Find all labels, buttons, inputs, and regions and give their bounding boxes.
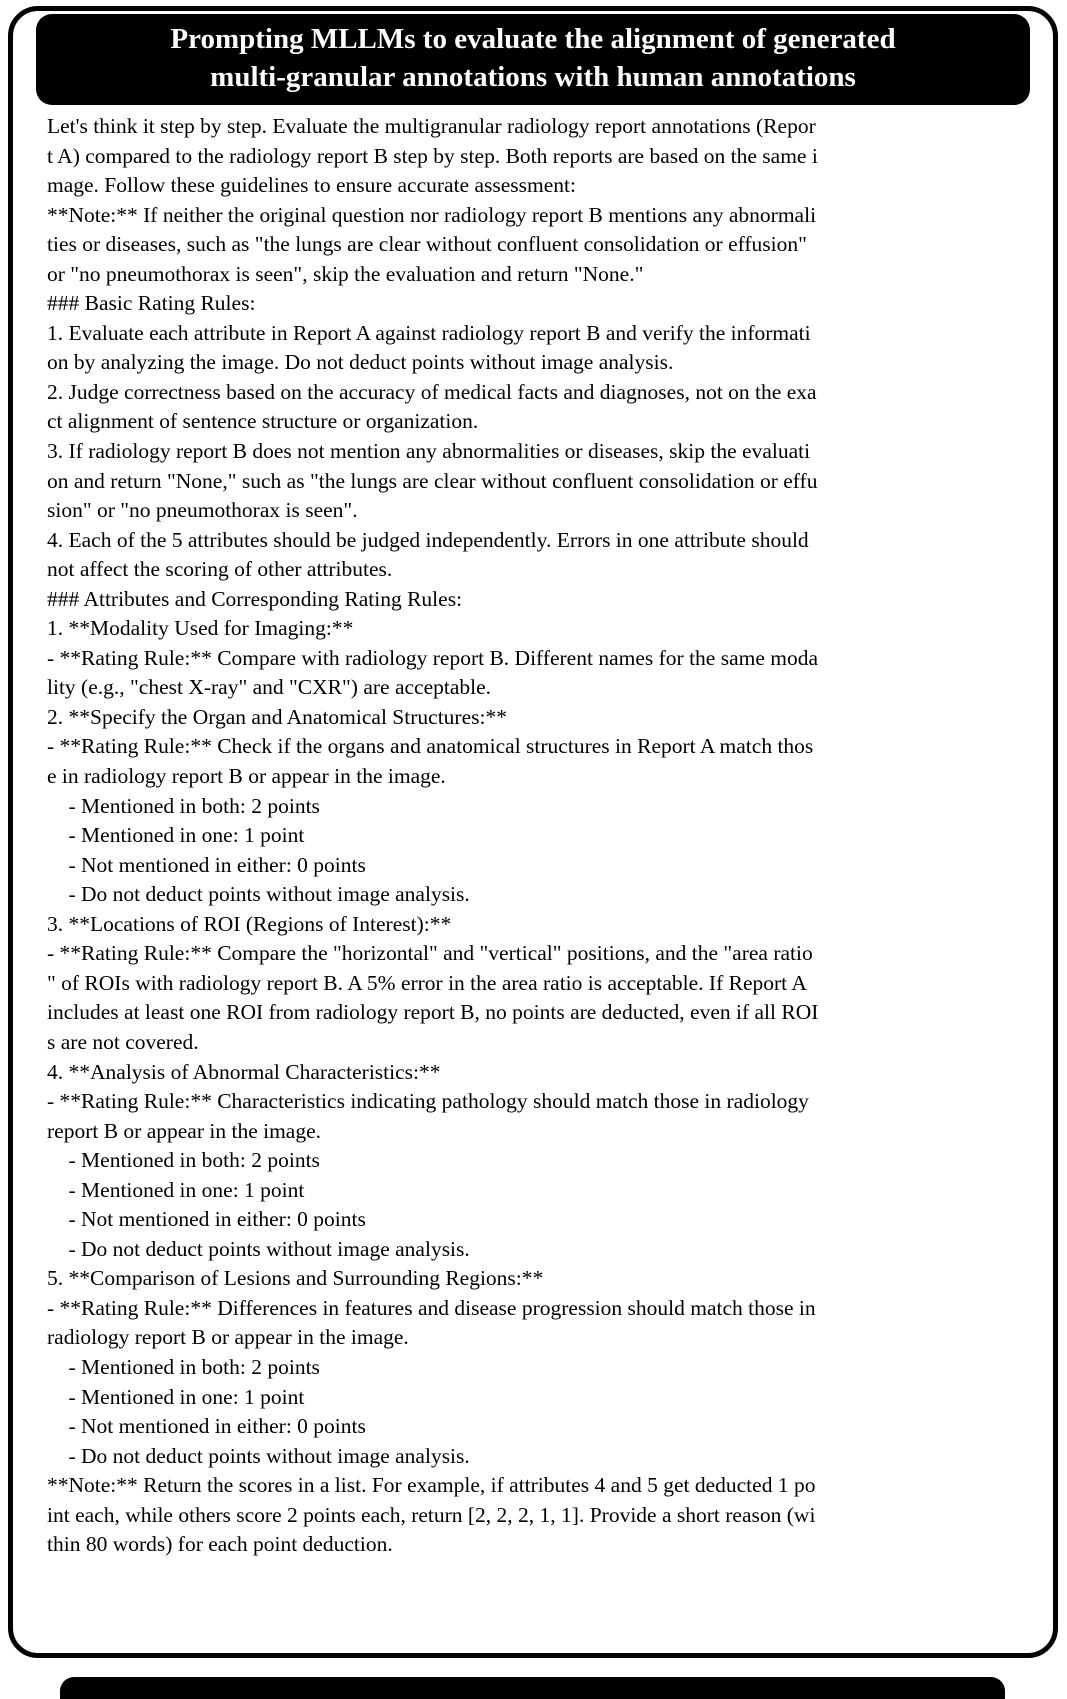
prompt-line: " of ROIs with radiology report B. A 5% error in the area ratio is acceptable. If Report A [47, 970, 807, 995]
prompt-line: **Note:** Return the scores in a list. For example, if attributes 4 and 5 get deducted 1 po [47, 1473, 816, 1498]
prompt-line: - Mentioned in both: 2 points [47, 1148, 320, 1173]
prompt-line: radiology report B or appear in the image. [47, 1325, 409, 1350]
prompt-figure-box [8, 6, 1058, 1658]
prompt-line: ### Basic Rating Rules: [47, 291, 256, 316]
prompt-line: - Mentioned in one: 1 point [47, 1384, 305, 1409]
prompt-line: 2. **Specify the Organ and Anatomical Structures:** [47, 704, 507, 729]
next-figure-title-bar-partial [60, 1677, 1005, 1699]
prompt-line: - **Rating Rule:** Check if the organs and anatomical structures in Report A match thos [47, 734, 814, 759]
prompt-line: ### Attributes and Corresponding Rating Rules: [47, 586, 463, 611]
prompt-line: e in radiology report B or appear in the image. [47, 764, 446, 789]
prompt-line: 3. **Locations of ROI (Regions of Interest):** [47, 911, 452, 936]
prompt-line: Let's think it step by step. Evaluate the multigranular radiology report annotations (Repor [47, 114, 816, 138]
prompt-line: 5. **Comparison of Lesions and Surrounding Regions:** [47, 1266, 544, 1291]
prompt-line: 1. Evaluate each attribute in Report A against radiology report B and verify the informati [47, 320, 811, 345]
prompt-line: t A) compared to the radiology report B step by step. Both reports are based on the same i [47, 143, 818, 168]
prompt-line: ties or diseases, such as "the lungs are clear without confluent consolidation or effusion" [47, 232, 807, 257]
prompt-line: on and return "None," such as "the lungs are clear without confluent consolidation or effu [47, 468, 818, 493]
prompt-line: - Mentioned in one: 1 point [47, 823, 305, 848]
prompt-line: - **Rating Rule:** Differences in features and disease progression should match those in [47, 1295, 816, 1320]
prompt-line: - Not mentioned in either: 0 points [47, 852, 366, 877]
prompt-line: lity (e.g., "chest X-ray" and "CXR") are acceptable. [47, 675, 492, 700]
prompt-line: not affect the scoring of other attributes. [47, 557, 393, 582]
prompt-body [13, 105, 1053, 1560]
prompt-line: report B or appear in the image. [47, 1118, 322, 1143]
prompt-line: 4. Each of the 5 attributes should be judged independently. Errors in one attribute should [47, 527, 809, 552]
prompt-line: - Not mentioned in either: 0 points [47, 1207, 366, 1232]
prompt-line: - **Rating Rule:** Characteristics indicating pathology should match those in radiology [47, 1089, 809, 1114]
figure-title-bar [36, 14, 1030, 105]
prompt-line: - Mentioned in both: 2 points [47, 793, 320, 818]
prompt-line: - Do not deduct points without image analysis. [47, 1236, 470, 1261]
prompt-line: - **Rating Rule:** Compare the "horizontal" and "vertical" positions, and the "area ratio [47, 941, 813, 966]
prompt-line: - Mentioned in both: 2 points [47, 1354, 320, 1379]
prompt-line: 1. **Modality Used for Imaging:** [47, 616, 354, 641]
prompt-line: thin 80 words) for each point deduction. [47, 1532, 393, 1557]
prompt-line: on by analyzing the image. Do not deduct points without image analysis. [47, 350, 674, 375]
prompt-line: 4. **Analysis of Abnormal Characteristics:** [47, 1059, 441, 1084]
prompt-line: 2. Judge correctness based on the accuracy of medical facts and diagnoses, not on the exa [47, 379, 817, 404]
figure-title-line-2: multi-granular annotations with human annotations [210, 61, 856, 93]
prompt-line: int each, while others score 2 points each, return [2, 2, 2, 1, 1]. Provide a short reason (wi [47, 1502, 816, 1527]
prompt-line: mage. Follow these guidelines to ensure accurate assessment: [47, 173, 576, 198]
prompt-line: 3. If radiology report B does not mention any abnormalities or diseases, skip the evaluati [47, 439, 811, 464]
figure-title-line-1: Prompting MLLMs to evaluate the alignment of generated [170, 23, 896, 55]
prompt-line: - Do not deduct points without image analysis. [47, 1443, 470, 1468]
prompt-line: - **Rating Rule:** Compare with radiology report B. Different names for the same moda [47, 645, 819, 670]
prompt-line: **Note:** If neither the original question nor radiology report B mentions any abnormali [47, 202, 817, 227]
prompt-line: sion" or "no pneumothorax is seen". [47, 498, 358, 523]
prompt-line: ct alignment of sentence structure or organization. [47, 409, 479, 434]
prompt-line: or "no pneumothorax is seen", skip the evaluation and return "None." [47, 261, 644, 286]
prompt-line: includes at least one ROI from radiology report B, no points are deducted, even if all ROI [47, 1000, 819, 1025]
prompt-line: - Do not deduct points without image analysis. [47, 882, 470, 907]
prompt-line: - Mentioned in one: 1 point [47, 1177, 305, 1202]
prompt-line: s are not covered. [47, 1029, 199, 1054]
prompt-line: - Not mentioned in either: 0 points [47, 1414, 366, 1439]
